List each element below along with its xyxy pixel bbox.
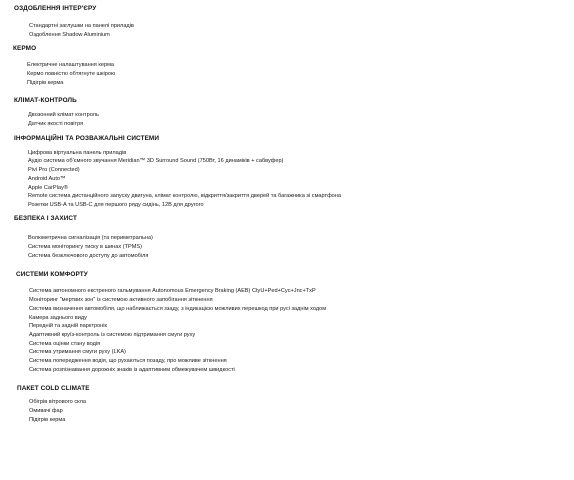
list-item: Система безключового доступу до автомобіля <box>28 253 149 259</box>
section-heading-cold-climate-pack: ПАКЕТ COLD CLIMATE <box>17 385 90 392</box>
list-item: Аудіо система об'ємного звучання Meridian™ 3D Surround Sound (750Вт, 16 динаміків + сабвуфер) <box>28 158 284 164</box>
list-item: Система моніторингу тиску в шинах (TPMS) <box>28 244 142 250</box>
list-item: Стандартні заглушки на панелі приладів <box>29 23 134 29</box>
list-item: Підігрів керма <box>29 417 66 423</box>
list-item: Remote система дистанційного запуску двигуна, клімат контролю, відкриття/закриття дверей та багажника зі смартфона <box>28 193 341 199</box>
list-item: Волюметрична сигналізація (та периметральна) <box>28 235 153 241</box>
list-item: Система розпізнавання дорожніх знаків із адаптивним обмежувачем швидкості <box>29 367 235 373</box>
list-item: Цифрова віртуальна панель приладів <box>28 150 127 156</box>
list-item: Система визначення автомобіля, що наближається ззаду, з індикацією можливих перешкод при русі заднім ходом <box>29 306 327 312</box>
list-item: Система попередження водія, що рухаються позаду, про можливе зіткнення <box>29 358 227 364</box>
list-item: Електричне налаштування керма <box>27 62 115 68</box>
list-item: Оздоблення Shadow Aluminium <box>29 32 110 38</box>
list-item: Pivi Pro (Connected) <box>28 167 80 173</box>
list-item: Обігрів вітрового скла <box>29 399 86 405</box>
list-item: Датчик якості повітря <box>28 121 84 127</box>
list-item: Підігрів керма <box>27 80 64 86</box>
list-item: Двозонний клімат контроль <box>28 112 99 118</box>
section-heading-safety-security: БЕЗПЕКА І ЗАХИСТ <box>14 215 77 222</box>
list-item: Система оцінки стану водія <box>29 341 101 347</box>
list-item: Система утримання смуги руху (LKA) <box>29 349 126 355</box>
list-item: Кермо повністю обтягнуте шкірою <box>27 71 116 77</box>
list-item: Моніторинг "мертвих зон" із системою активного запобігання зіткнення <box>29 297 213 303</box>
list-item: Система автономного екстреного гальмування Autonomous Emergency Braking (AEB) CtyU+Ped+Cyc+Jnc+TxP <box>29 288 316 294</box>
list-item: Омивачі фар <box>29 408 63 414</box>
list-item: Розетки USB-A та USB-C для першого ряду сидінь, 12В для другого <box>28 202 204 208</box>
section-heading-steering: КЕРМО <box>13 45 37 52</box>
list-item: Apple CarPlay® <box>28 185 68 191</box>
list-item: Камера заднього виду <box>29 315 87 321</box>
section-heading-interior-trim: ОЗДОБЛЕННЯ ІНТЕР'ЄРУ <box>14 5 97 12</box>
section-heading-infotainment: ІНФОРМАЦІЙНІ ТА РОЗВАЖАЛЬНІ СИСТЕМИ <box>14 135 160 142</box>
list-item: Android Auto™ <box>28 176 66 182</box>
section-heading-comfort-systems: СИСТЕМИ КОМФОРТУ <box>16 271 88 278</box>
section-heading-climate-control: КЛІМАТ-КОНТРОЛЬ <box>14 97 77 104</box>
list-item: Передній та задній парктронік <box>29 323 107 329</box>
list-item: Адаптивний круїз-контроль із системою підтримання смуги руху <box>29 332 196 338</box>
